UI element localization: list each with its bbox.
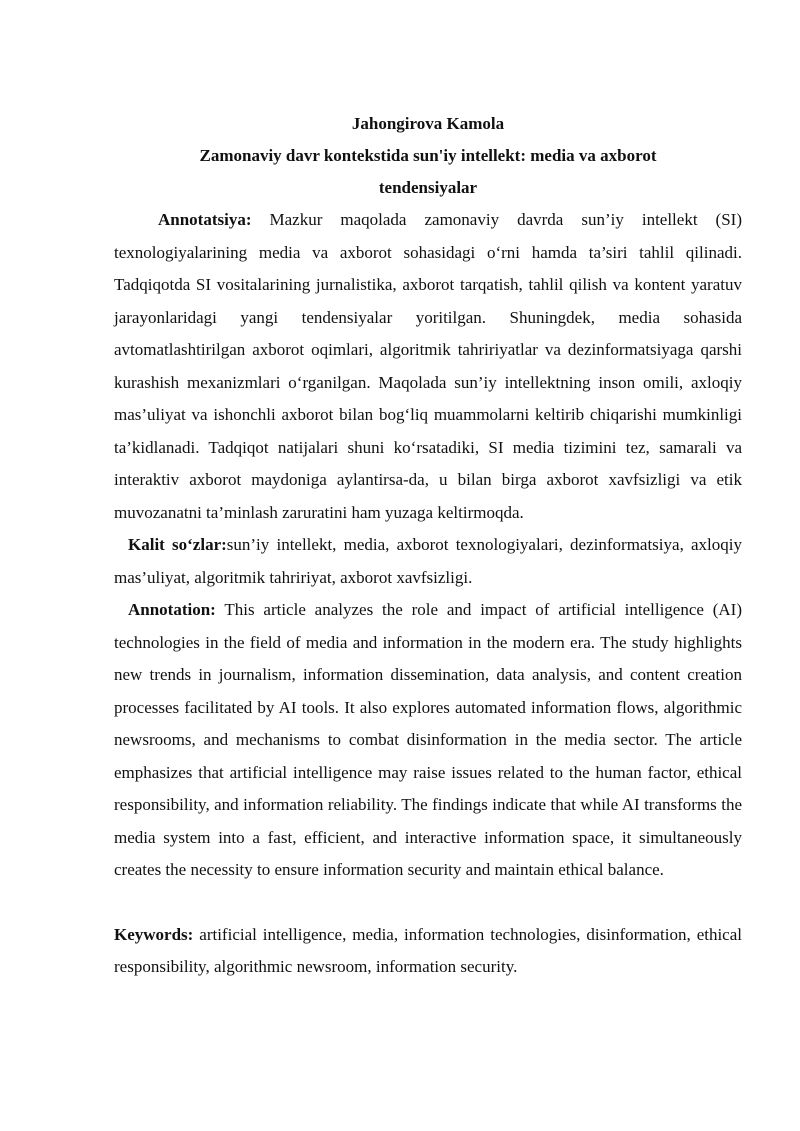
kalit-sozlar-label: Kalit so‘zlar: [128,535,227,554]
annotation-label: Annotation: [128,600,216,619]
keywords-paragraph [114,919,742,984]
keywords-label: Keywords: [114,924,194,944]
section-gap [114,887,742,919]
keywords-text: artificial intelligence, media, information technologies, disinformation, ethical responsibility, algorithmic newsroom, information security. [114,924,742,976]
annotatsiya-text: Mazkur maqolada zamonaviy davrda sun’iy intellekt (SI) texnologiyalarining media va axborot sohasidagi o‘rni hamda ta’siri tahlil qilinadi. Tadqiqotda SI vositalarining jurnalistika, axborot tarqatish, tahlil qilish va kontent yaratuv jarayonlaridagi yangi tendensiyalar yoritilgan. Shuningdek, media sohasida avtomatlashtirilgan axborot oqimlari, algoritmik tahririyatlar va dezinformatsiyaga qarshi kurashish mexanizmlari o‘rganilgan. Maqolada sun’iy intellektning inson omili, axloqiy mas’uliyat va ishonchli axborot bilan bog‘liq muammolarni keltirib chiqarishi mumkinligi ta’kidlanadi. Tadqiqot natijalari shuni ko‘rsatadiki, SI media tizimini tez, samarali va interaktiv axborot maydoniga aylantirsa-da, u bilan birga axborot xavfsizligi va etik muvozanatni ta’minlash zaruratini ham yuzaga keltirmoqda. [114,210,742,522]
kalit-sozlar-text: sun’iy intellekt, media, axborot texnologiyalari, dezinformatsiya, axloqiy mas’uliyat, algoritmik tahririyat, axborot xavfsizligi. [114,535,742,587]
paper-title-text: Zamonaviy davr kontekstida sun'iy intellekt: media va axborot tendensiyalar [199,146,657,197]
annotatsiya-paragraph [114,204,742,529]
author-name: Jahongirova Kamola [351,114,505,133]
kalit-sozlar-paragraph [114,529,742,594]
paper-title [114,140,742,204]
annotation-paragraph [114,594,742,887]
annotatsiya-label: Annotatsiya: [158,210,252,229]
annotation-text: This article analyzes the role and impact of artificial intelligence (AI) technologies in the field of media and information in the modern era. The study highlights new trends in journalism, information dissemination, data analysis, and content creation processes facilitated by AI tools. It also explores automated information flows, algorithmic newsrooms, and mechanisms to combat disinformation in the media sector. The article emphasizes that artificial intelligence may raise issues related to the human factor, ethical responsibility, and information reliability. The findings indicate that while AI transforms the media system into a fast, efficient, and interactive information space, it simultaneously creates the necessity to ensure information security and maintain ethical balance. [114,600,742,879]
paper-page [114,108,742,984]
